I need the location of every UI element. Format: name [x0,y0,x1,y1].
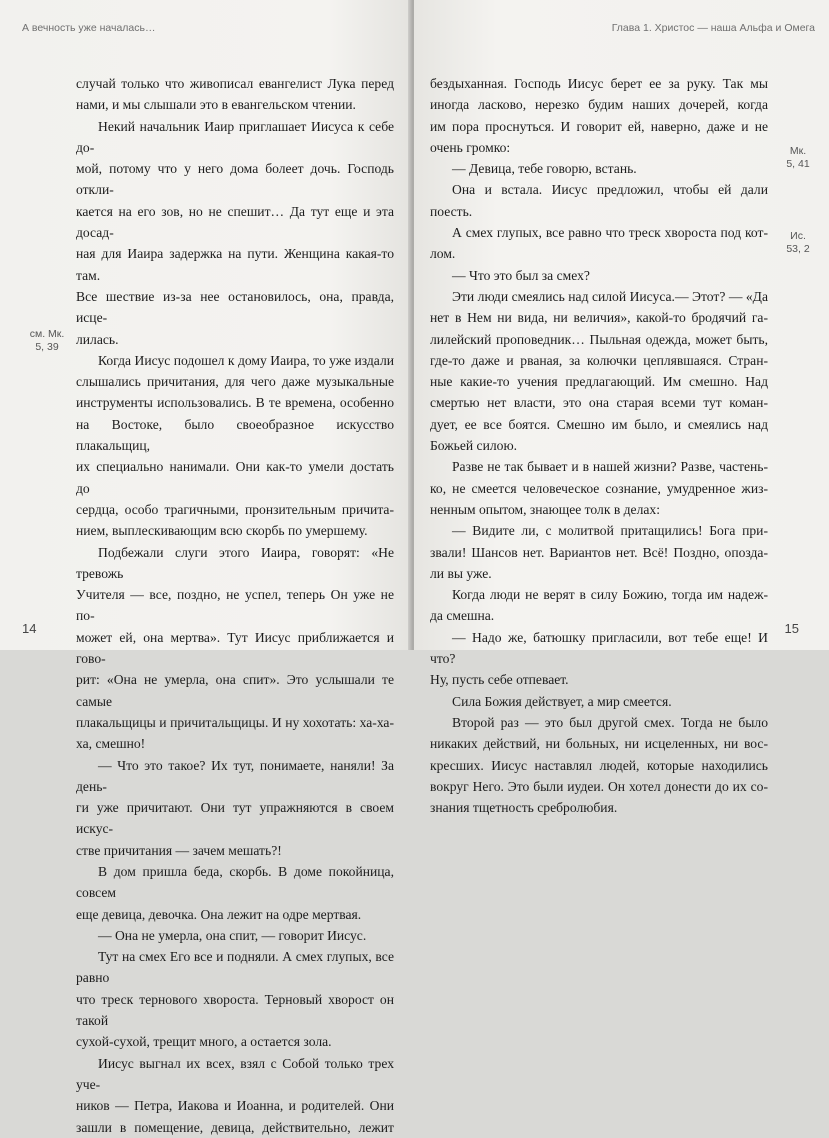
text-line: ли вы уже. [430,565,492,581]
right-page-text [430,73,768,818]
text-line: их специально нанимали. Они как-то умели достать до [76,459,394,496]
text-line: нет в Нем ни вида, ни величия», какой-то бродячий га- [430,310,768,326]
text-line: Все шествие из-за нее остановилось, она, правда, исце- [76,288,394,326]
text-line: Она и встала. Иисус предложил, чтобы ей дали поесть. [430,182,768,219]
text-line: нами, и мы слышали это в евангельском чтении. [76,97,356,113]
text-line: Ну, пусть себе отпевает. [430,672,569,688]
page-number-right: 15 [784,621,799,636]
text-line: что треск тернового хвороста. Терновый хворост он такой [76,991,394,1029]
text-line: Сила Божия действует, а мир смеется. [452,693,672,709]
text-line: ко, не смеется человеческое сознание, умудренное жиз- [430,480,768,496]
text-line: сердца, особо трагичными, пронзительным причита- [76,501,394,517]
page-number-left: 14 [22,621,37,636]
margin-reference-line: 53, 2 [786,243,810,255]
text-line: ха, смешно! [76,736,146,752]
text-line: иногда ласково, нерезко будим наших дочерей, когда [430,97,768,113]
text-line: бездыханная. Господь Иисус берет ее за руку. Так мы [430,76,768,91]
text-line: дует, ее все боятся. Смешно им было, и смеялись над [430,416,768,432]
text-line: зашли в помещение, девица, действительно, лежит [76,1119,394,1135]
text-line: вокруг Него. Это были иудеи. Он хотел донести до их со- [430,778,768,794]
right-page [414,0,829,816]
text-line: кресших. Иисус наставлял людей, которые находились [430,757,768,773]
text-line: на Востоке, было своеобразное искусство плакальщиц, [76,416,394,454]
running-head-left: А вечность уже началась… [22,22,156,34]
text-line: Учителя — все, поздно, не успел, теперь Он уже не по- [76,587,394,624]
text-line: Подбежали слуги этого Иаира, говорят: «Не тревожь [76,544,394,581]
margin-reference-line: Мк. [789,145,807,157]
text-line: сухой-сухой, трещит много, а остается зола. [76,1034,332,1050]
text-line: слышались причитания, для чего даже музыкальные [76,374,394,390]
left-page-text [76,73,394,1138]
left-page [0,0,412,1135]
text-line: Эти люди смеялись над силой Иисуса.— Этот? — «Да [452,288,768,304]
text-line: еще девица, девочка. Она лежит на одре мертвая. [76,906,362,922]
text-line: кается на его зов, но не спешит… Да тут еще и эта досад- [76,203,394,241]
text-line: Второй раз — это был другой смех. Тогда не было [452,714,768,730]
text-line: случай только что живописал евангелист Лука перед [76,76,394,91]
margin-reference-line: см. Мк. [29,328,65,340]
text-line: знания тщетность сребролюбия. [430,800,618,816]
text-line: смертью нет власти, это она старая всеми тут коман- [430,395,768,411]
margin-reference-line: 5, 41 [786,158,810,170]
text-line: А смех глупых, все равно что треск хвороста под кот- [452,225,768,241]
text-line: — Она не умерла, она спит, — говорит Иисус. [98,927,367,943]
text-line: Некий начальник Иаир приглашает Иисуса к себе до- [76,118,394,155]
running-head-right: Глава 1. Христос — наша Альфа и Омега [611,22,815,34]
text-line: — Видите ли, с молитвой притащились! Бога при- [452,523,768,539]
margin-reference-right-2 [776,230,820,256]
text-line: рит: «Она не умерла, она спит». Это услышали те самые [76,672,394,709]
margin-reference-line: 5, 39 [35,341,59,353]
text-line: лилась. [76,331,119,347]
text-line: звали! Шансов нет. Вариантов нет. Всё! Поздно, опозда- [430,544,768,560]
text-line: — Надо же, батюшку пригласили, вот тебе еще! И что? [430,629,768,667]
text-line: Тут на смех Его все и подняли. А смех глупых, все равно [76,949,394,986]
text-line: ненным опытом, знающее толк в делах: [430,501,660,517]
margin-reference-right-1 [776,145,820,171]
text-line: лилейский проповедник… Пыльная одежда, может быть, [430,331,768,347]
text-line: ников — Петра, Иакова и Иоанна, и родителей. Они [76,1098,394,1114]
margin-reference-left [22,328,72,354]
text-line: нием, выплескивающим всю скорбь по умершему. [76,523,368,539]
text-line: Разве не так бывает и в нашей жизни? Разве, частень- [452,459,768,475]
text-line: никаких действий, ни больных, ни исцеленных, ни вос- [430,736,768,752]
text-line: мой, потому что у него дома болеет дочь. Господь откли- [76,161,394,198]
text-line: стве причитания — зачем мешать?! [76,842,282,858]
text-line: — Что это такое? Их тут, понимаете, наняли! За день- [76,757,394,794]
text-line: очень громко: [430,139,511,155]
text-line: где-то даже и рваная, за колючки цеплявшаяся. Стран- [430,352,768,368]
margin-reference-line: Ис. [790,230,806,242]
text-line: Иисус выгнал их всех, взял с Собой только трех уче- [76,1055,394,1092]
text-line: Когда Иисус подошел к дому Иаира, то уже издали [98,352,394,368]
text-line: ная для Иаира задержка на пути. Женщина какая-то там. [76,246,394,283]
text-line: да смешна. [430,608,495,624]
text-line: им пора проснуться. И говорит ей, наверно, даже и не [430,118,768,134]
text-line: — Девица, тебе говорю, встань. [452,161,637,177]
text-line: инструменты использовались. В те времена, особенно [76,395,394,411]
text-line: В дом пришла беда, скорбь. В доме покойница, совсем [76,863,394,901]
text-line: ные какие-то учения предлагающий. Им смешно. Над [430,374,768,390]
text-line: лом. [430,246,456,262]
text-line: — Что это был за смех? [452,267,590,283]
text-line: Когда люди не верят в силу Божию, тогда им надеж- [452,587,768,603]
text-line: ги уже причитают. Они тут упражняются в своем искус- [76,800,394,837]
text-line: может ей, она мертва». Тут Иисус приближается и гово- [76,629,394,667]
text-line: Божьей силою. [430,438,518,454]
text-line: плакальщицы и причитальщицы. И ну хохотать: ха-ха- [76,714,394,730]
